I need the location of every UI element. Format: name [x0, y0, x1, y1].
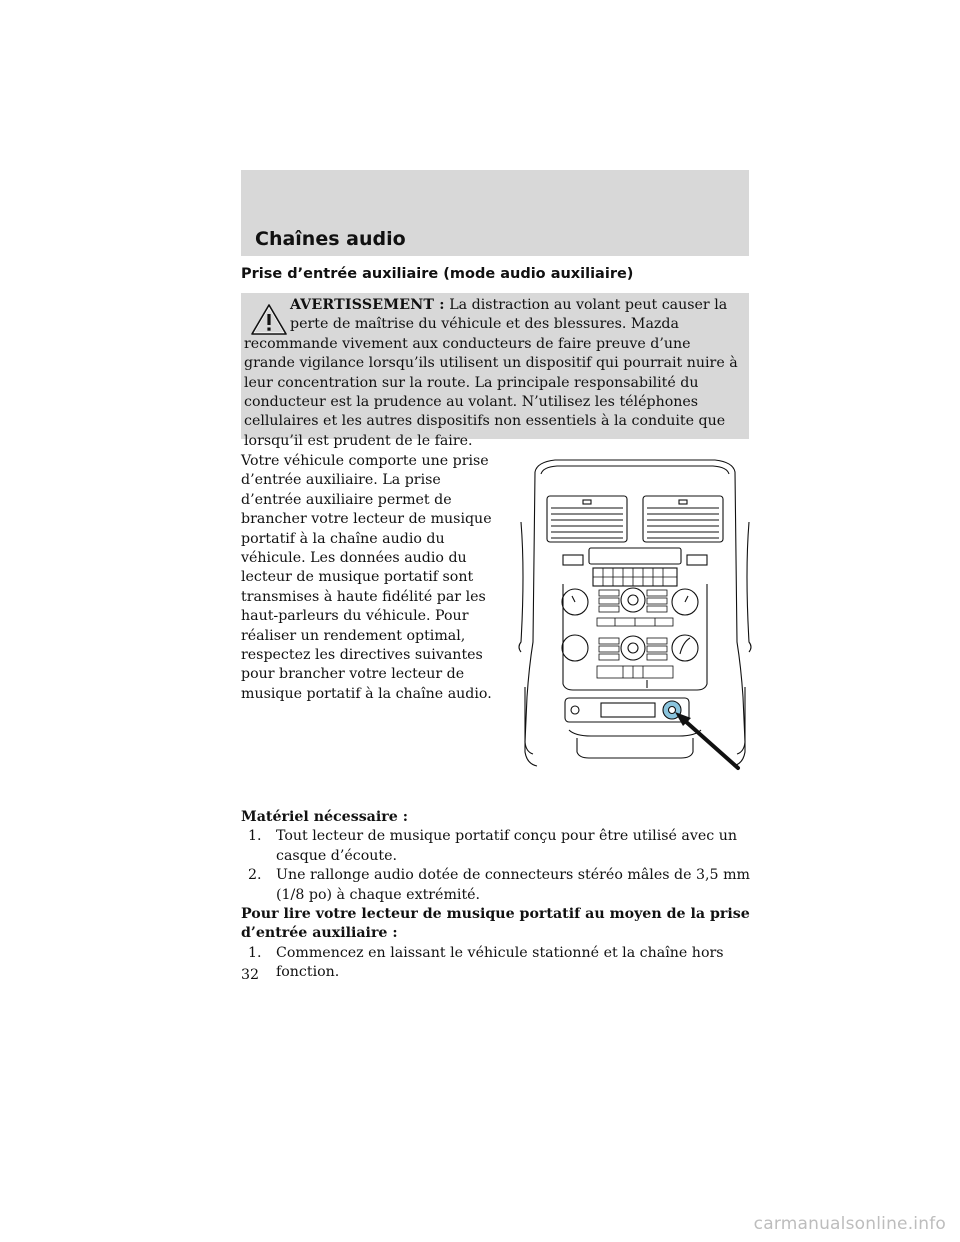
page-number: 32	[241, 967, 260, 983]
watermark: carmanualsonline.info	[753, 1214, 946, 1234]
materials-list	[241, 827, 751, 905]
procedure-heading: Pour lire votre lecteur de musique portatif au moyen de la prise d’entrée auxiliaire :	[241, 906, 750, 942]
list-number: 2.	[248, 867, 262, 884]
intro-paragraph: Votre véhicule comporte une prise d’entrée auxiliaire. La prise d’entrée auxiliaire permet de brancher votre lecteur de musique portatif à la chaîne audio du véhicule. Les données audio du lecteur de musique portatif sont transmises à haute fidélité par les haut-parleurs du véhicule. Pour réaliser un rendement optimal, respectez les directives suivantes pour brancher votre lecteur de musique portatif à la chaîne audio.	[241, 453, 492, 702]
warning-label: AVERTISSEMENT :	[290, 297, 445, 313]
chapter-title: Chaînes audio	[255, 228, 406, 250]
list-number: 1.	[248, 828, 262, 845]
list-item	[248, 866, 751, 905]
list-item	[248, 944, 751, 983]
warning-box	[241, 293, 749, 449]
list-number: 1.	[248, 944, 262, 961]
procedure-list	[241, 944, 751, 983]
list-text: Tout lecteur de musique portatif conçu pour être utilisé avec un casque d’écoute.	[276, 828, 738, 864]
list-text: Commencez en laissant le véhicule stationné et la chaîne hors fonction.	[276, 944, 724, 981]
section-heading: Prise d’entrée auxiliaire (mode audio auxiliaire)	[241, 266, 634, 282]
warning-paragraph	[244, 296, 738, 451]
list-item	[248, 827, 751, 866]
chapter-header-band	[241, 170, 749, 256]
materials-heading: Matériel nécessaire :	[241, 809, 408, 825]
list-text: Une rallonge audio dotée de connecteurs stéréo mâles de 3,5 mm (1/8 po) à chaque extrémité.	[276, 867, 750, 903]
body-block	[241, 808, 751, 983]
center-console-illustration	[515, 452, 755, 774]
warning-text: La distraction au volant peut causer la perte de maîtrise du véhicule et des blessures. Mazda recommande vivement aux conducteurs de faire preuve d’une grande vigilance lorsqu’ils utilisent un dispositif qui pourrait nuire à leur concentration sur la route. La principale responsabilité du conducteur est la prudence au volant. N’utilisez les téléphones cellulaires et les autres dispositifs non essentiels à la conduite que lorsqu’il est prudent de le faire.	[244, 297, 738, 449]
